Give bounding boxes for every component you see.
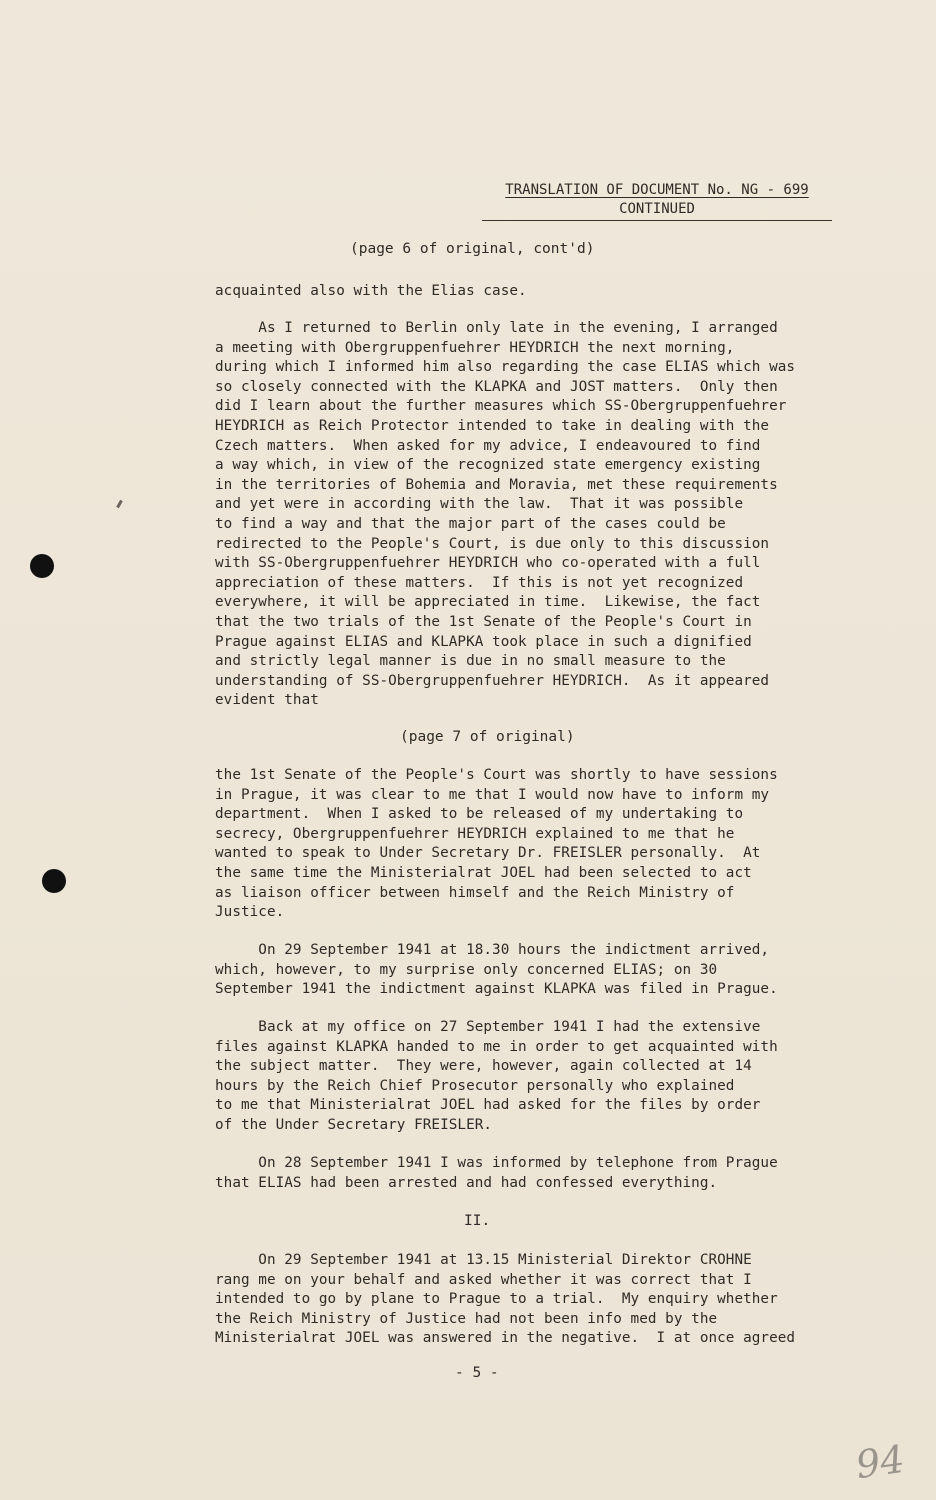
handwritten-folio-number: 94	[853, 1436, 908, 1488]
document-title: TRANSLATION OF DOCUMENT No. NG - 699	[505, 182, 809, 198]
continued-label: CONTINUED	[482, 200, 832, 221]
original-page-marker-7: (page 7 of original)	[400, 729, 575, 745]
page-number: - 5 -	[455, 1365, 499, 1381]
margin-mark	[116, 500, 123, 508]
document-header	[482, 181, 832, 221]
paragraph-5: Back at my office on 27 September 1941 I had the extensive files against KLAPKA handed to me in order to get acquainted with the subject matter. They were, however, again collected at 14 hours by the Reich Chief Prosecutor personally who explained to me that Ministerialrat JOEL had asked for the files by order of the Under Secretary FREISLER.	[215, 1019, 778, 1133]
paragraph-1: acquainted also with the Elias case.	[215, 283, 527, 299]
paragraph-6: On 28 September 1941 I was informed by telephone from Prague that ELIAS had been arrested and had confessed everything.	[215, 1155, 778, 1191]
paragraph-3: the 1st Senate of the People's Court was shortly to have sessions in Prague, it was clear to me that I would now have to inform my department. When I asked to be released of my undertaking to secrecy, Obergruppenfuehrer HEYDRICH explained to me that he wanted to speak to Under Secretary Dr. FREISLER personally. At the same time the Ministerialrat JOEL had been selected to act as liaison officer between himself and the Reich Ministry of Justice.	[215, 767, 778, 921]
punch-hole-icon	[30, 554, 54, 578]
paragraph-2: As I returned to Berlin only late in the evening, I arranged a meeting with Obergruppenfuehrer HEYDRICH the next morning, during which I informed him also regarding the case ELIAS which was so closely connected with the KLAPKA and JOST matters. Only then did I learn about the further measures which SS-Obergruppenfuehrer HEYDRICH as Reich Protector intended to take in dealing with the Czech matters. When asked for my advice, I endeavoured to find a way which, in view of the recognized state emergency existing in the territories of Bohemia and Moravia, met these requirements and yet were in according with the law. That it was possible to find a way and that the major part of the cases could be redirected to the People's Court, is due only to this discussion with SS-Obergruppenfuehrer HEYDRICH who co-operated with a full appreciation of these matters. If this is not yet recognized everywhere, it will be appreciated in time. Likewise, the fact that the two trials of the 1st Senate of the People's Court in Prague against ELIAS and KLAPKA took place in such a dignified and strictly legal manner is due in no small measure to the understanding of SS-Obergruppenfuehrer HEYDRICH. As it appeared evident that	[215, 320, 796, 709]
punch-hole-icon	[42, 869, 66, 893]
paragraph-4: On 29 September 1941 at 18.30 hours the indictment arrived, which, however, to my surprise only concerned ELIAS; on 30 September 1941 the indictment against KLAPKA was filed in Prague.	[215, 942, 778, 998]
original-page-marker-6: (page 6 of original, cont'd)	[350, 241, 595, 257]
paragraph-7: On 29 September 1941 at 13.15 Ministerial Direktor CROHNE rang me on your behalf and asked whether it was correct that I intended to go by plane to Prague to a trial. My enquiry whether the Reich Ministry of Justice had not been info med by the Ministerialrat JOEL was answered in the negative. I at once agreed	[215, 1252, 796, 1347]
section-heading: II.	[464, 1213, 491, 1229]
